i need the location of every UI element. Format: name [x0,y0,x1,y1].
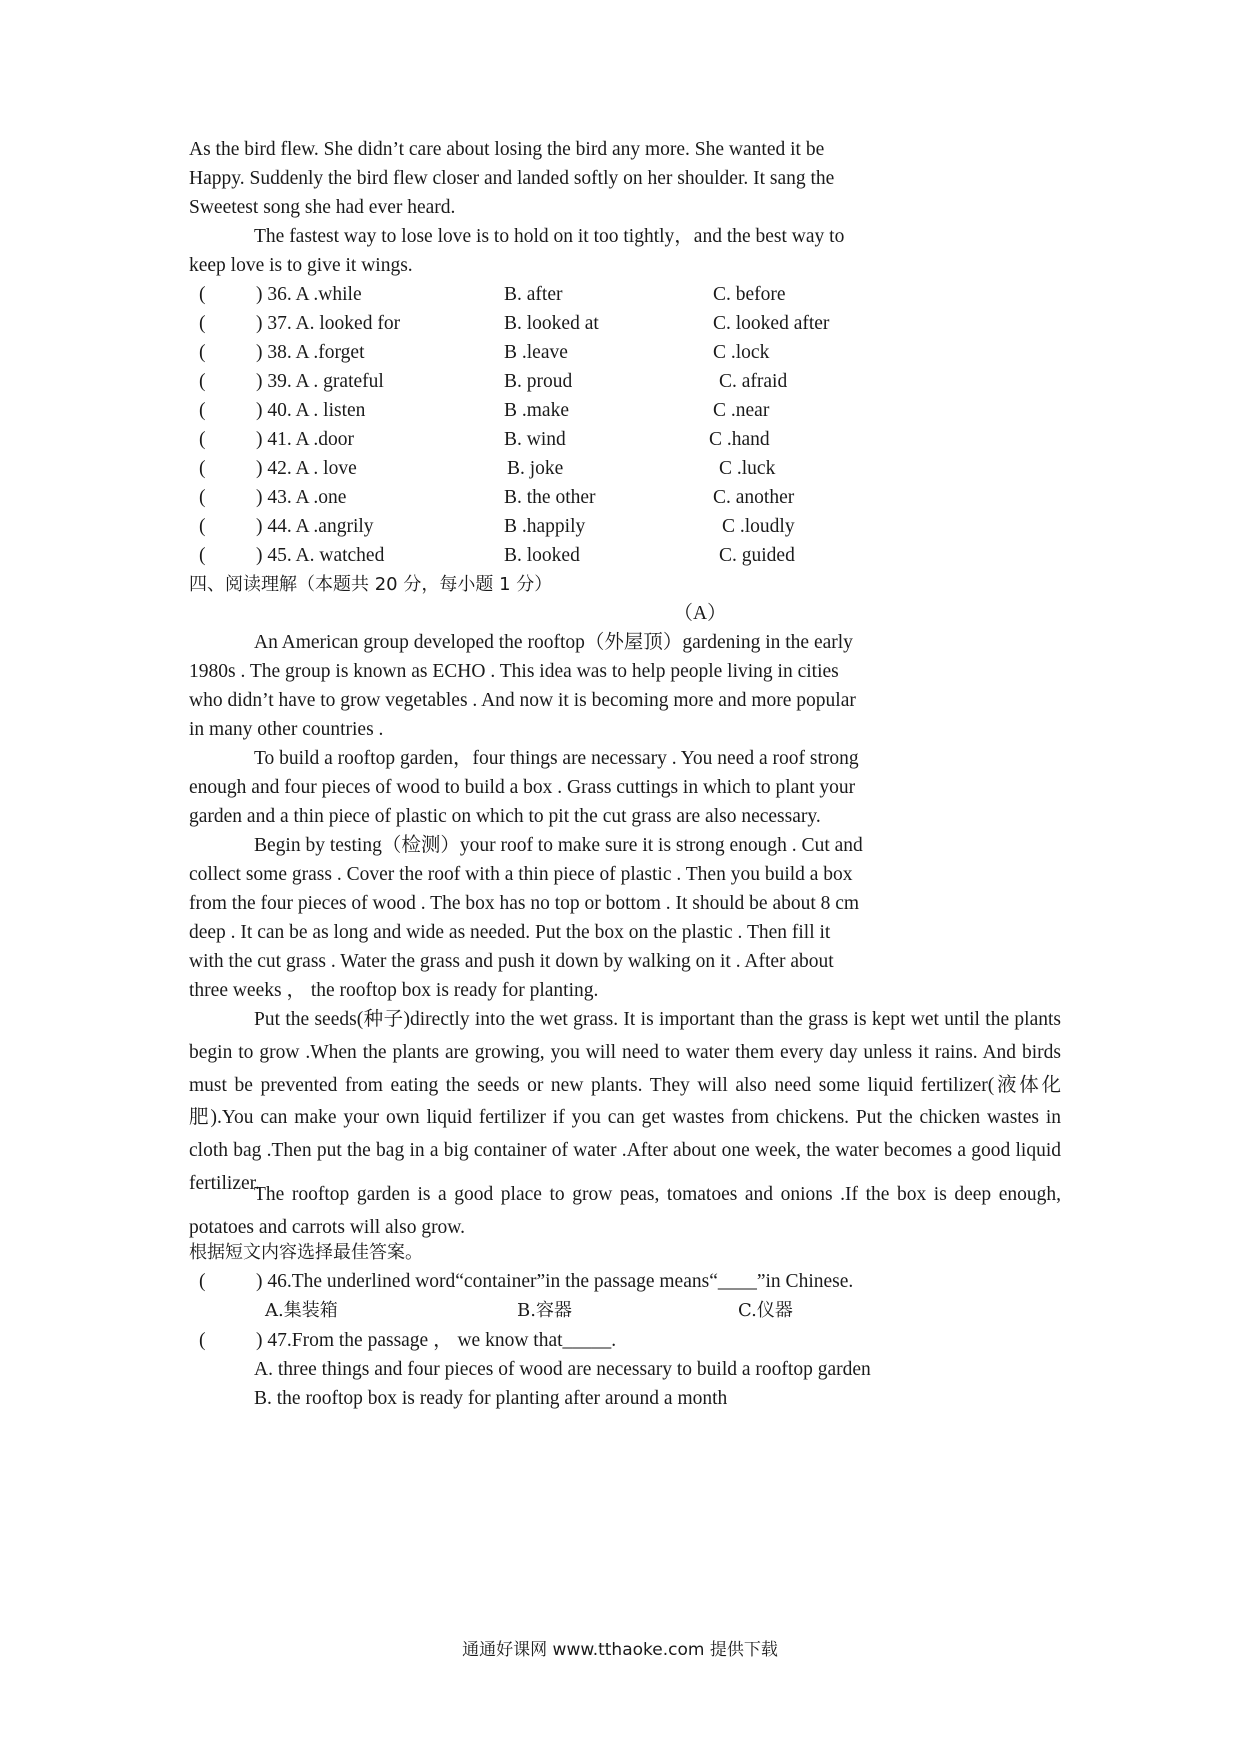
passage-line: Sweetest song she had ever heard. [189,197,456,218]
cloze-question-38 [189,337,1089,369]
option-c: C .loudly [722,516,795,537]
reading-paragraph [189,1179,1061,1245]
cloze-question-42 [189,453,1089,485]
reading-line: enough and four pieces of wood to build a box . Grass cuttings in which to plant your [189,777,856,798]
moral-line: keep love is to give it wings. [189,255,413,276]
instructions: 根据短文内容选择最佳答案。 [189,1242,423,1263]
option-a: A.集装箱 [265,1300,338,1321]
option-c: C .hand [709,429,770,450]
option-c: C.仪器 [738,1300,793,1321]
cloze-question-39 [189,366,1089,398]
reading-line: three weeks ， the rooftop box is ready for planting. [189,980,599,1001]
answer-paren[interactable]: ( [199,313,206,334]
reading-line: Begin by testing（检测）your roof to make sure it is strong enough . Cut and [254,835,863,856]
option-b: B. after [504,284,563,305]
question-stem: ) 44. A .angrily [256,516,374,537]
question-stem: ) 37. A. looked for [256,313,401,334]
cloze-question-40 [189,395,1089,427]
option-b: B .leave [504,342,568,363]
option-c: C .luck [719,458,776,479]
option-c: C. guided [719,545,795,566]
answer-paren[interactable]: ( [199,1271,206,1292]
reading-line: in many other countries . [189,719,384,740]
answer-paren[interactable]: ( [199,429,206,450]
option-b: B .happily [504,516,586,537]
answer-paren[interactable]: ( [199,487,206,508]
option-b: B.容器 [517,1300,572,1321]
answer-paren[interactable]: ( [199,516,206,537]
passage-line: Happy. Suddenly the bird flew closer and landed softly on her shoulder. It sang the [189,168,835,189]
reading-line: from the four pieces of wood . The box has no top or bottom . It should be about 8 cm [189,893,860,914]
answer-paren[interactable]: ( [199,545,206,566]
question-stem: ) 46.The underlined word“container”in the passage means“____”in Chinese. [256,1271,854,1292]
passage-line: As the bird flew. She didn’t care about losing the bird any more. She wanted it be [189,139,825,160]
cloze-question-44 [189,511,1089,543]
option-b: B. joke [507,458,564,479]
option-c: C. afraid [719,371,788,392]
option-c: C. looked after [713,313,830,334]
answer-paren[interactable]: ( [199,1330,206,1351]
question-stem: ) 39. A . grateful [256,371,384,392]
question-stem: ) 47.From the passage ， we know that_____. [256,1330,617,1351]
footer-text: 通通好课网 www.tthaoke.com 提供下载 [462,1640,778,1660]
answer-paren[interactable]: ( [199,458,206,479]
question-stem: ) 42. A . love [256,458,357,479]
option-b: B. the other [504,487,596,508]
reading-line: deep . It can be as long and wide as needed. Put the box on the plastic . Then fill it [189,922,831,943]
question-stem: ) 45. A. watched [256,545,385,566]
question-stem: ) 43. A .one [256,487,347,508]
cloze-question-36 [189,279,1089,311]
option-c: C .lock [713,342,770,363]
reading-line: collect some grass . Cover the roof with a thin piece of plastic . Then you build a box [189,864,853,885]
part-label: （A） [673,603,727,624]
moral-line: The fastest way to lose love is to hold on it too tightly，and the best way to [254,226,845,247]
question-stem: ) 36. A .while [256,284,362,305]
option-b: B. the rooftop box is ready for planting after around a month [254,1388,728,1409]
question-46 [189,1266,1089,1298]
option-c: C. another [713,487,795,508]
cloze-question-41 [189,424,1089,456]
reading-line: 1980s . The group is known as ECHO . This idea was to help people living in cities [189,661,839,682]
question-stem: ) 38. A .forget [256,342,365,363]
answer-paren[interactable]: ( [199,400,206,421]
cloze-question-45 [189,540,1089,572]
option-c: C. before [713,284,786,305]
option-b: B. looked at [504,313,599,334]
page-footer [0,1638,1240,1662]
question-stem: ) 41. A .door [256,429,355,450]
reading-line: who didn’t have to grow vegetables . And now it is becoming more and more popular [189,690,856,711]
reading-line: garden and a thin piece of plastic on which to pit the cut grass are also necessary. [189,806,821,827]
option-b: B .make [504,400,569,421]
reading-paragraph-text: Put the seeds(种子)directly into the wet grass. It is important than the grass is kept wet until the plants begin to grow .When the plants are growing, you will need to water them every day unless it rains. And birds must be prevented from eating the seeds or new plants. They will also need some liquid fertilizer(液体化肥).You can make your own liquid fertilizer if you can get wastes from chickens. Put the chicken wastes in cloth bag .Then put the bag in a big container of water .After about one week, the water becomes a good liquid fertilizer. [189,1009,1061,1194]
reading-paragraph [189,1004,1061,1201]
question-47 [189,1325,1089,1357]
reading-line: To build a rooftop garden，four things are necessary . You need a roof strong [254,748,859,769]
option-a: A. three things and four pieces of wood are necessary to build a rooftop garden [254,1359,871,1380]
option-b: B. proud [504,371,573,392]
answer-paren[interactable]: ( [199,284,206,305]
answer-paren[interactable]: ( [199,371,206,392]
reading-line: An American group developed the rooftop（外屋顶）gardening in the early [254,632,853,653]
cloze-question-37 [189,308,1089,340]
reading-paragraph-text: The rooftop garden is a good place to grow peas, tomatoes and onions .If the box is deep enough, potatoes and carrots will also grow. [189,1184,1061,1238]
option-b: B. wind [504,429,566,450]
option-b: B. looked [504,545,580,566]
question-stem: ) 40. A . listen [256,400,366,421]
reading-line: with the cut grass . Water the grass and push it down by walking on it . After about [189,951,834,972]
answer-paren[interactable]: ( [199,342,206,363]
cloze-question-43 [189,482,1089,514]
option-c: C .near [713,400,770,421]
section-heading: 四、阅读理解（本题共 20 分，每小题 1 分） [189,574,553,595]
